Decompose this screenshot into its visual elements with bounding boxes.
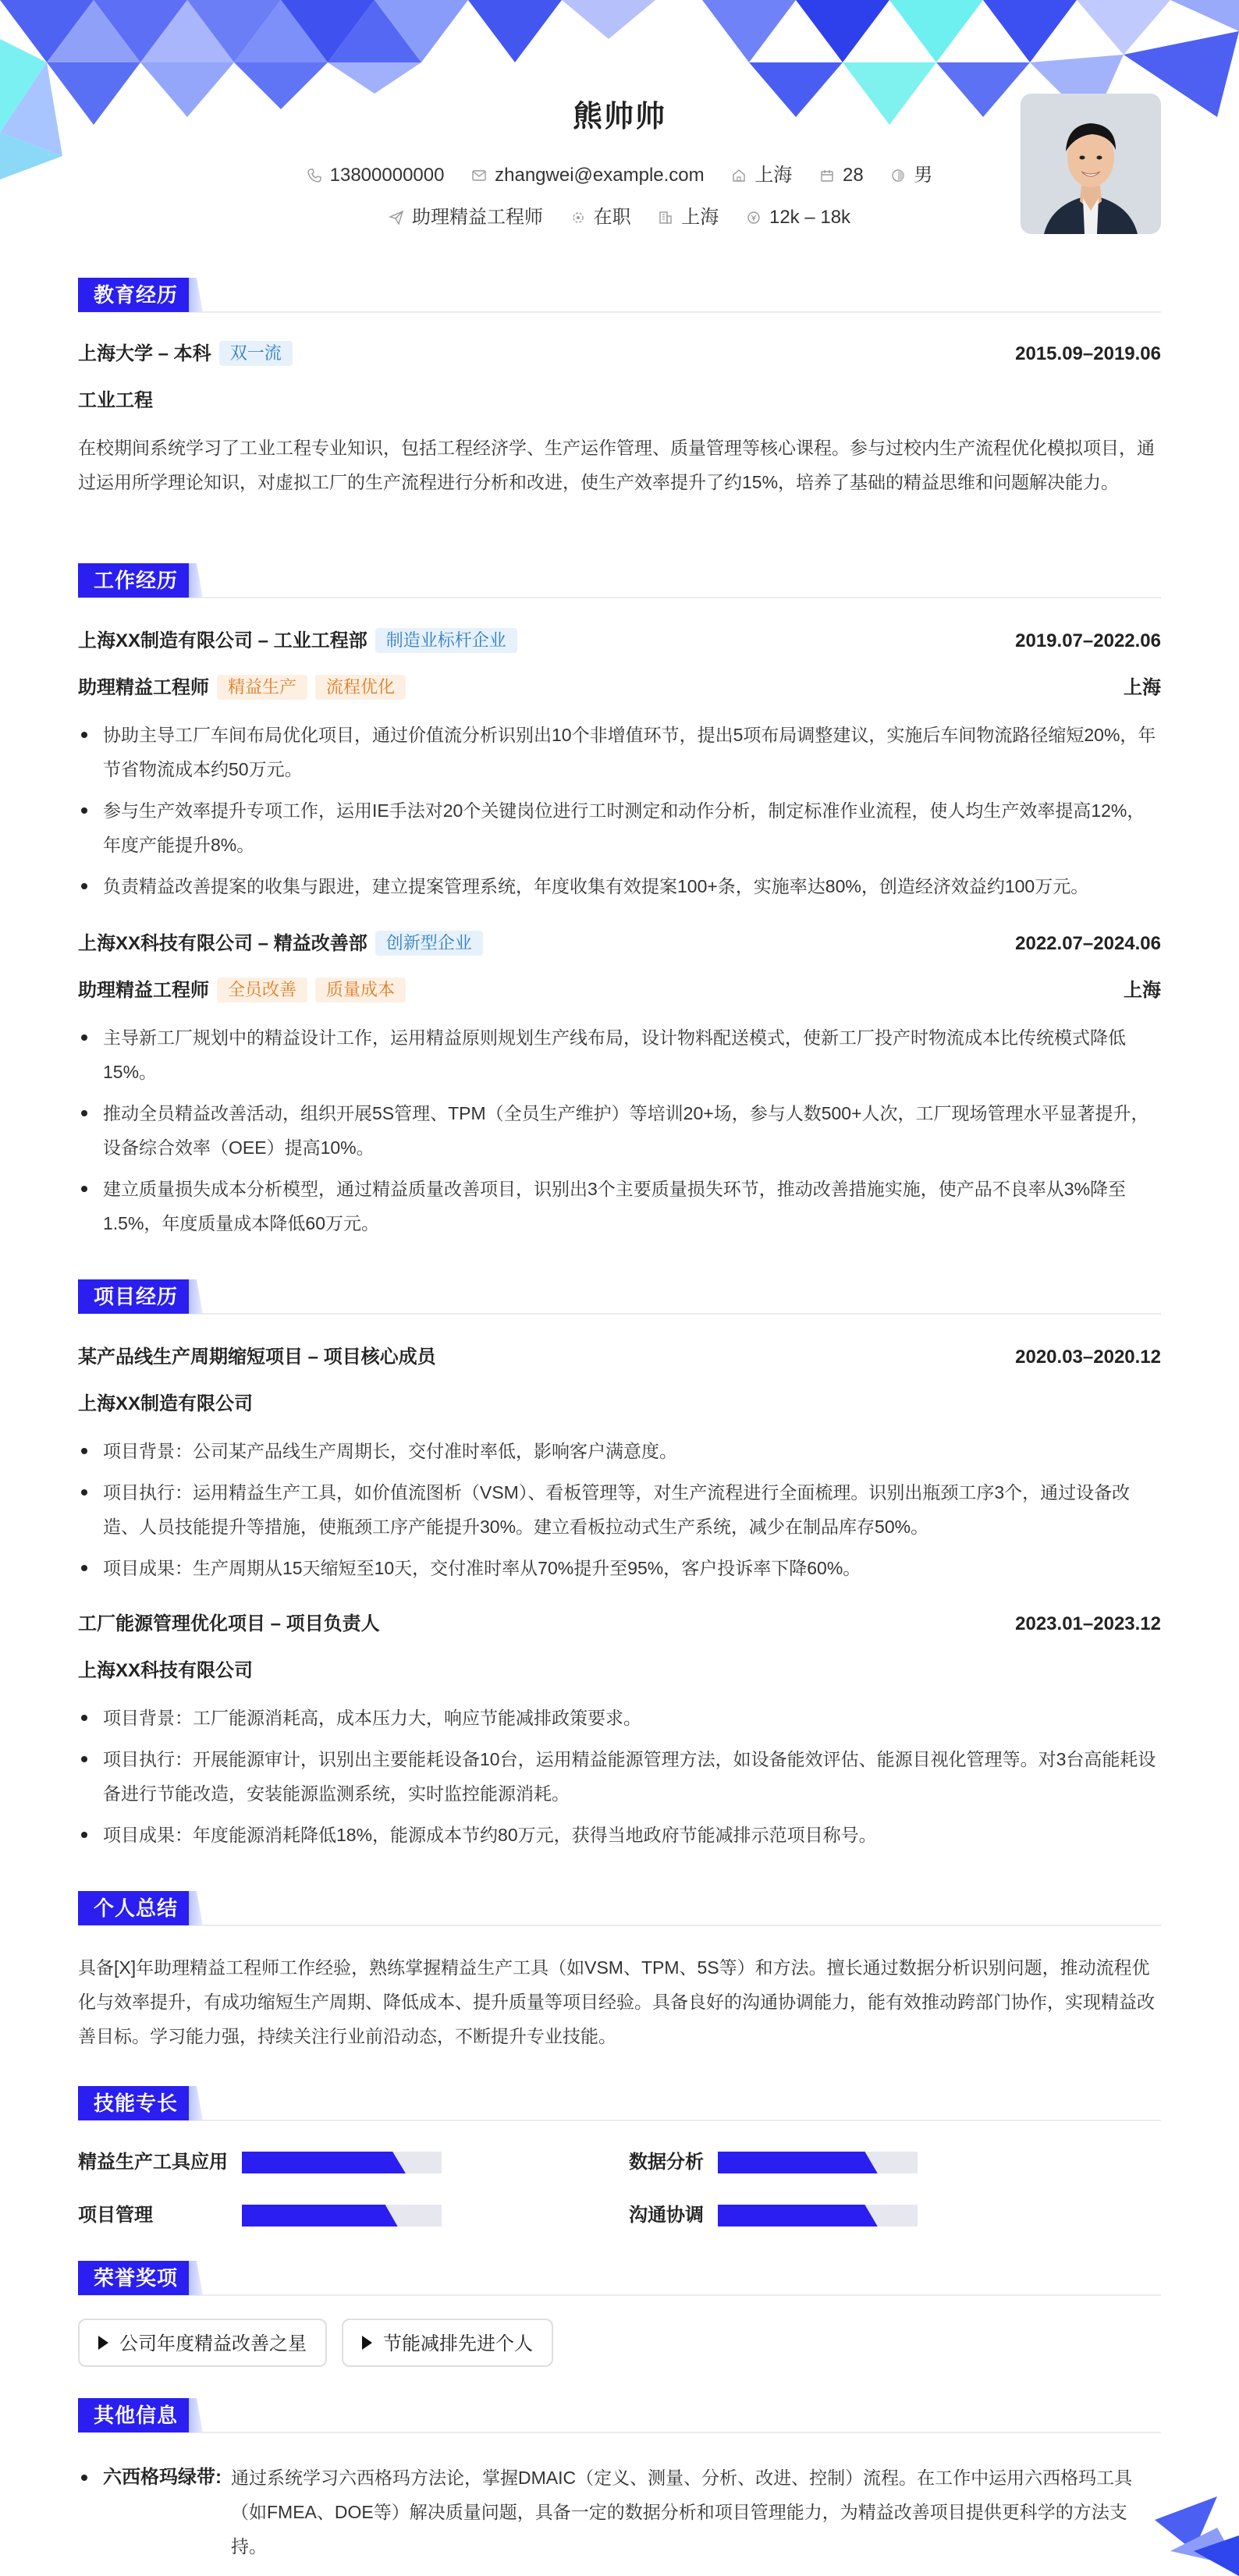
work-2-role: 助理精益工程师 xyxy=(78,980,209,1001)
section-divider xyxy=(78,1925,1161,1926)
work-1-role-row xyxy=(78,674,1161,702)
section-awards-title: 荣誉奖项 xyxy=(78,2261,193,2295)
play-icon xyxy=(362,2336,372,2350)
list-item: 项目执行：开展能源审计，识别出主要能耗设备10台，运用精益能源管理方法，如设备能效评估、能源目视化管理等。对3台高能耗设备进行节能改造，安装能源监测系统，实时监控能源消耗。 xyxy=(78,1742,1161,1811)
email-text: zhangwei@example.com xyxy=(495,165,705,186)
list-item: 项目背景：工厂能源消耗高，成本压力大，响应节能减排政策要求。 xyxy=(78,1701,1161,1735)
job-intent-row xyxy=(78,201,1161,229)
skill-level-fill xyxy=(718,2152,878,2173)
city-item xyxy=(731,159,792,186)
send-icon xyxy=(389,210,404,225)
project-2-period: 2023.01–2023.12 xyxy=(1015,1613,1161,1634)
skill-bar xyxy=(242,2205,442,2227)
position-text: 助理精益工程师 xyxy=(411,207,543,228)
list-item: 项目执行：运用精益生产工具，如价值流图析（VSM）、看板管理等，对生产流程进行全面梳理。识别出瓶颈工序3个，通过设备改造、人员技能提升等措施，使瓶颈工序产能提升30%。建立看板拉动式生产系统，减少在制品库存50%。 xyxy=(78,1475,1161,1544)
project-2-company: 上海XX科技有限公司 xyxy=(78,1660,254,1681)
building-icon xyxy=(658,210,673,225)
gender-item xyxy=(890,159,932,186)
bullet-dot xyxy=(81,2475,87,2481)
section-tag-tail xyxy=(189,563,203,598)
work-2-period: 2022.07–2024.06 xyxy=(1015,933,1161,954)
contact-row xyxy=(78,159,1161,186)
target-city-text: 上海 xyxy=(681,207,719,228)
education-header xyxy=(78,340,1161,368)
work-2-role-tag: 质量成本 xyxy=(315,978,406,1002)
work-2-header xyxy=(78,930,1161,958)
skill-level-fill xyxy=(242,2152,406,2173)
section-other-title: 其他信息 xyxy=(78,2398,193,2432)
gender-text: 男 xyxy=(914,165,933,186)
section-tag-tail xyxy=(189,1891,203,1925)
section-divider xyxy=(78,2432,1161,2433)
section-divider xyxy=(78,597,1161,598)
award-chip[interactable] xyxy=(342,2319,553,2367)
city-text: 上海 xyxy=(754,165,793,186)
work-1-company: 上海XX制造有限公司 – 工业工程部 xyxy=(78,630,367,651)
section-education xyxy=(78,278,1161,312)
section-tag-tail xyxy=(189,278,203,312)
education-major-row xyxy=(78,387,1161,415)
skill-label: 沟通协调 xyxy=(629,2205,704,2226)
phone-item xyxy=(307,165,445,186)
section-awards xyxy=(78,2261,1161,2295)
age-text: 28 xyxy=(842,165,864,186)
section-projects-title: 项目经历 xyxy=(78,1279,193,1314)
home-icon xyxy=(731,168,747,183)
section-education-title: 教育经历 xyxy=(78,278,193,312)
section-divider xyxy=(78,2294,1161,2296)
project-1-title: 某产品线生产周期缩短项目 – 项目核心成员 xyxy=(78,1347,436,1368)
section-skills-title: 技能专长 xyxy=(78,2086,193,2120)
list-item: 项目成果：年度能源消耗降低18%，能源成本节约80万元，获得当地政府节能减排示范项目称号。 xyxy=(78,1818,1161,1852)
target-city-item xyxy=(658,201,719,229)
project-1-company: 上海XX制造有限公司 xyxy=(78,1393,254,1414)
section-summary xyxy=(78,1891,1161,1925)
play-icon xyxy=(98,2336,108,2350)
work-1-role-tag: 精益生产 xyxy=(217,675,307,700)
project-2-company-row xyxy=(78,1657,1161,1685)
section-divider xyxy=(78,2120,1161,2121)
project-1-header xyxy=(78,1343,1161,1371)
education-description: 在校期间系统学习了工业工程专业知识，包括工程经济学、生产运作管理、质量管理等核心课程。参与过校内生产流程优化模拟项目，通过运用所学理论知识，对虚拟工厂的生产流程进行分析和改进，使生产效率提升了约15%，培养了基础的精益思维和问题解决能力。 xyxy=(78,438,1155,492)
status-icon xyxy=(570,210,586,225)
project-1-bullets xyxy=(78,1434,1161,1592)
gender-icon xyxy=(890,168,906,183)
skill-label: 精益生产工具应用 xyxy=(78,2152,228,2173)
work-1-header xyxy=(78,627,1161,655)
section-tag-tail xyxy=(189,1279,203,1314)
work-1-role: 助理精益工程师 xyxy=(78,677,209,698)
project-2-bullets xyxy=(78,1701,1161,1859)
position-item xyxy=(389,201,543,229)
award-chip[interactable] xyxy=(78,2319,327,2367)
coin-icon xyxy=(746,210,762,225)
age-item xyxy=(819,165,864,186)
skill-bar xyxy=(718,2205,918,2227)
status-text: 在职 xyxy=(593,207,631,228)
section-divider xyxy=(78,311,1161,313)
skill-bar xyxy=(242,2152,442,2173)
skill-level-fill xyxy=(242,2205,398,2227)
education-major: 工业工程 xyxy=(78,390,153,411)
work-1-location: 上海 xyxy=(1124,677,1161,698)
other-item-label: 六西格玛绿带: xyxy=(103,2467,222,2488)
list-item: 协助主导工厂车间布局优化项目，通过价值流分析识别出10个非增值环节，提出5项布局调整建议，实施后车间物流路径缩短20%，年节省物流成本约50万元。 xyxy=(78,718,1161,786)
project-2-header xyxy=(78,1610,1161,1638)
salary-text: 12k – 18k xyxy=(769,207,851,228)
section-tag-tail xyxy=(189,2086,203,2120)
email-item xyxy=(471,165,705,186)
project-1-period: 2020.03–2020.12 xyxy=(1015,1347,1161,1368)
award-label: 公司年度精益改善之星 xyxy=(119,2333,307,2354)
work-2-role-tag: 全员改善 xyxy=(217,978,307,1002)
school-name: 上海大学 – 本科 xyxy=(78,343,211,364)
summary-text: 具备[X]年助理精益工程师工作经验，熟练掌握精益生产工具（如VSM、TPM、5S等）和方法。擅长通过数据分析识别问题，推动流程优化与效率提升，有成功缩短生产周期、降低成本、提升质量等项目经验。具备良好的沟通协调能力，能有效推动跨部门协作，实现精益改善目标。学习能力强，持续关注行业前沿动态，不断提升专业技能。 xyxy=(78,1957,1155,2046)
section-summary-title: 个人总结 xyxy=(78,1891,193,1925)
phone-icon xyxy=(307,168,322,183)
list-item: 负责精益改善提案的收集与跟进，建立提案管理系统，年度收集有效提案100+条，实施率达80%，创造经济效益约100万元。 xyxy=(78,869,1161,903)
section-work-title: 工作经历 xyxy=(78,563,193,598)
work-2-company-tag: 创新型企业 xyxy=(375,931,483,956)
list-item: 推动全员精益改善活动，组织开展5S管理、TPM（全员生产维护）等培训20+场，参与人数500+人次，工厂现场管理水平显著提升，设备综合效率（OEE）提高10%。 xyxy=(78,1096,1161,1165)
section-divider xyxy=(78,1313,1161,1315)
work-2-role-row xyxy=(78,977,1161,1005)
project-2-title: 工厂能源管理优化项目 – 项目负责人 xyxy=(78,1613,380,1634)
mail-icon xyxy=(471,168,487,183)
list-item: 参与生产效率提升专项工作，运用IE手法对20个关键岗位进行工时测定和动作分析，制定标准作业流程，使人均生产效率提高12%，年度产能提升8%。 xyxy=(78,793,1161,862)
work-2-bullets xyxy=(78,1020,1161,1247)
work-2-company: 上海XX科技有限公司 – 精益改善部 xyxy=(78,933,367,954)
award-label: 节能减排先进个人 xyxy=(383,2333,533,2354)
list-item: 主导新工厂规划中的精益设计工作，运用精益原则规划生产线布局，设计物料配送模式，使新工厂投产时物流成本比传统模式降低15%。 xyxy=(78,1020,1161,1089)
education-period: 2015.09–2019.06 xyxy=(1015,343,1161,364)
section-projects xyxy=(78,1279,1161,1314)
calendar-icon xyxy=(819,168,835,183)
section-other xyxy=(78,2398,1161,2432)
list-item: 项目背景：公司某产品线生产周期长，交付准时率低，影响客户满意度。 xyxy=(78,1434,1161,1468)
list-item: 项目成果：生产周期从15天缩短至10天，交付准时率从70%提升至95%，客户投诉率下降60%。 xyxy=(78,1551,1161,1585)
section-tag-tail xyxy=(189,2261,203,2295)
section-tag-tail xyxy=(189,2398,203,2432)
work-1-period: 2019.07–2022.06 xyxy=(1015,630,1161,651)
skill-label: 数据分析 xyxy=(629,2152,704,2173)
section-work xyxy=(78,563,1161,598)
section-skills xyxy=(78,2086,1161,2120)
status-item xyxy=(570,201,631,229)
work-2-location: 上海 xyxy=(1124,980,1161,1001)
skill-bar xyxy=(718,2152,918,2173)
list-item: 建立质量损失成本分析模型，通过精益质量改善项目，识别出3个主要质量损失环节，推动改善措施实施，使产品不良率从3%降至1.5%，年度质量成本降低60万元。 xyxy=(78,1172,1161,1240)
skill-level-fill xyxy=(718,2205,878,2227)
portrait-image xyxy=(1021,94,1161,234)
profile-photo xyxy=(1021,94,1161,234)
work-1-role-tag: 流程优化 xyxy=(315,675,406,700)
school-tag: 双一流 xyxy=(219,341,293,366)
candidate-name: 熊帅帅 xyxy=(572,101,666,133)
work-1-company-tag: 制造业标杆企业 xyxy=(375,628,517,653)
work-1-bullets xyxy=(78,718,1161,910)
project-1-company-row xyxy=(78,1390,1161,1418)
phone-text: 13800000000 xyxy=(329,165,445,186)
other-item-text: 通过系统学习六西格玛方法论，掌握DMAIC（定义、测量、分析、改进、控制）流程。在工作中运用六西格玛工具（如FMEA、DOE等）解决质量问题，具备一定的数据分析和项目管理能力，为精益改善项目提供更科学的方法支持。 xyxy=(231,2468,1133,2556)
skill-label: 项目管理 xyxy=(78,2205,153,2226)
salary-item xyxy=(746,207,850,229)
